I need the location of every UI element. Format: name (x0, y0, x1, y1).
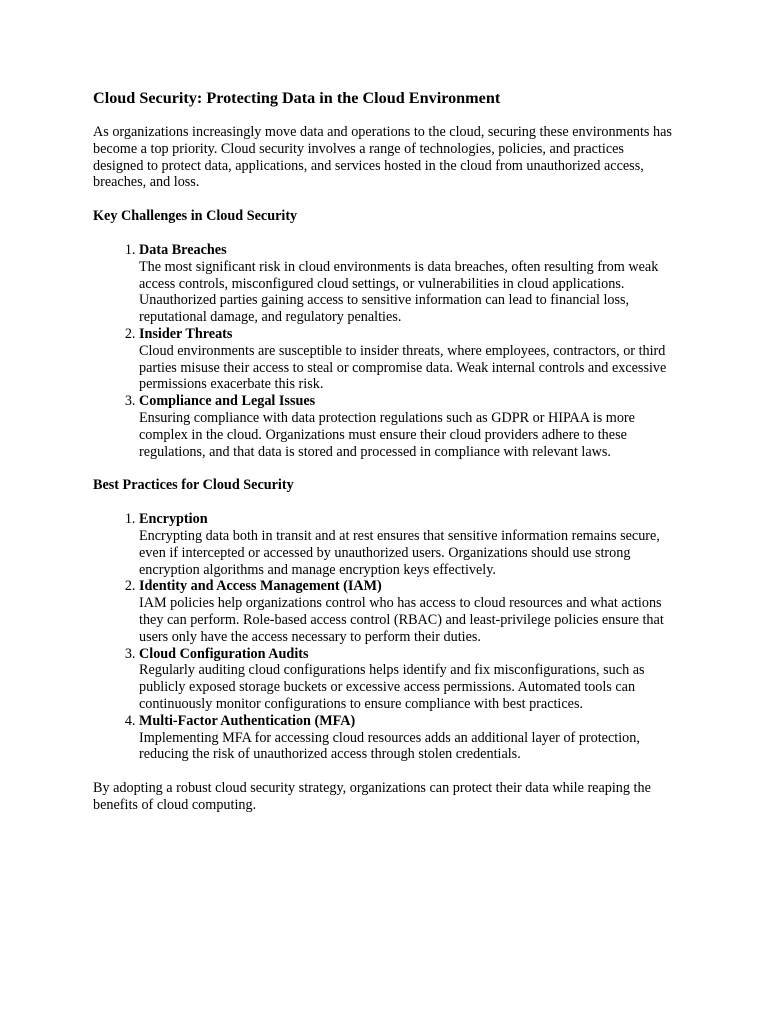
challenge-title: 3. Compliance and Legal Issues (139, 393, 316, 410)
challenge-title: 2. Insider Threats (139, 325, 233, 342)
list-item (139, 326, 675, 393)
practices-heading: Best Practices for Cloud Security (93, 477, 294, 494)
practice-body: IAM policies help organizations control who has access to cloud resources and what actions they can perform. Role-based access control (RBAC) and least-privilege policies ensure that users only have the access necessary to perform their duties. (139, 595, 664, 645)
practice-title: 1. Encryption (139, 511, 208, 528)
intro-paragraph: As organizations increasingly move data and operations to the cloud, securing these environments has become a top priority. Cloud security involves a range of technologies, policies, and practices designed to protect data, applications, and services hosted in the cloud from unauthorized access, breaches, and loss. (93, 124, 672, 191)
practices-list (93, 511, 675, 763)
practice-body: Implementing MFA for accessing cloud resources adds an additional layer of protection, reducing the risk of unauthorized access through stolen credentials. (139, 729, 640, 763)
challenges-list (93, 242, 675, 460)
challenges-heading: Key Challenges in Cloud Security (93, 208, 298, 225)
practice-title: 4. Multi-Factor Authentication (MFA) (139, 712, 356, 729)
conclusion-paragraph: By adopting a robust cloud security strategy, organizations can protect their data while reaping the benefits of cloud computing. (93, 780, 651, 813)
list-item (139, 242, 675, 326)
list-item (139, 393, 675, 460)
document-title: Cloud Security: Protecting Data in the Cloud Environment (93, 89, 501, 107)
challenge-title: 1. Data Breaches (139, 241, 227, 258)
challenge-body: The most significant risk in cloud environments is data breaches, often resulting from weak access controls, misconfigured cloud settings, or vulnerabilities in cloud applications. Unauthorized parties gaining access to sensitive information can lead to financial loss, reputational damage, and regulatory penalties. (139, 258, 659, 326)
list-item (139, 578, 675, 645)
practice-title: 2. Identity and Access Management (IAM) (139, 578, 382, 595)
practice-title: 3. Cloud Configuration Audits (139, 645, 309, 662)
list-item (139, 646, 675, 713)
list-item (139, 511, 675, 578)
practice-body: Regularly auditing cloud configurations helps identify and fix misconfigurations, such as publicly exposed storage buckets or excessive access permissions. Automated tools can continuously monitor configurations to ensure compliance with best practices. (139, 662, 645, 712)
list-item (139, 713, 675, 763)
challenge-body: Cloud environments are susceptible to insider threats, where employees, contractors, or third parties misuse their access to steal or compromise data. Weak internal controls and excessive permissions exacerbate this risk. (139, 342, 667, 393)
practice-body: Encrypting data both in transit and at rest ensures that sensitive information remains secure, even if intercepted or accessed by unauthorized users. Organizations should use strong encryption algorithms and manage encryption keys effectively. (139, 527, 660, 578)
challenge-body: Ensuring compliance with data protection regulations such as GDPR or HIPAA is more complex in the cloud. Organizations must ensure their cloud providers adhere to these regulations, and that data is stored and processed in compliance with relevant laws. (139, 409, 635, 460)
